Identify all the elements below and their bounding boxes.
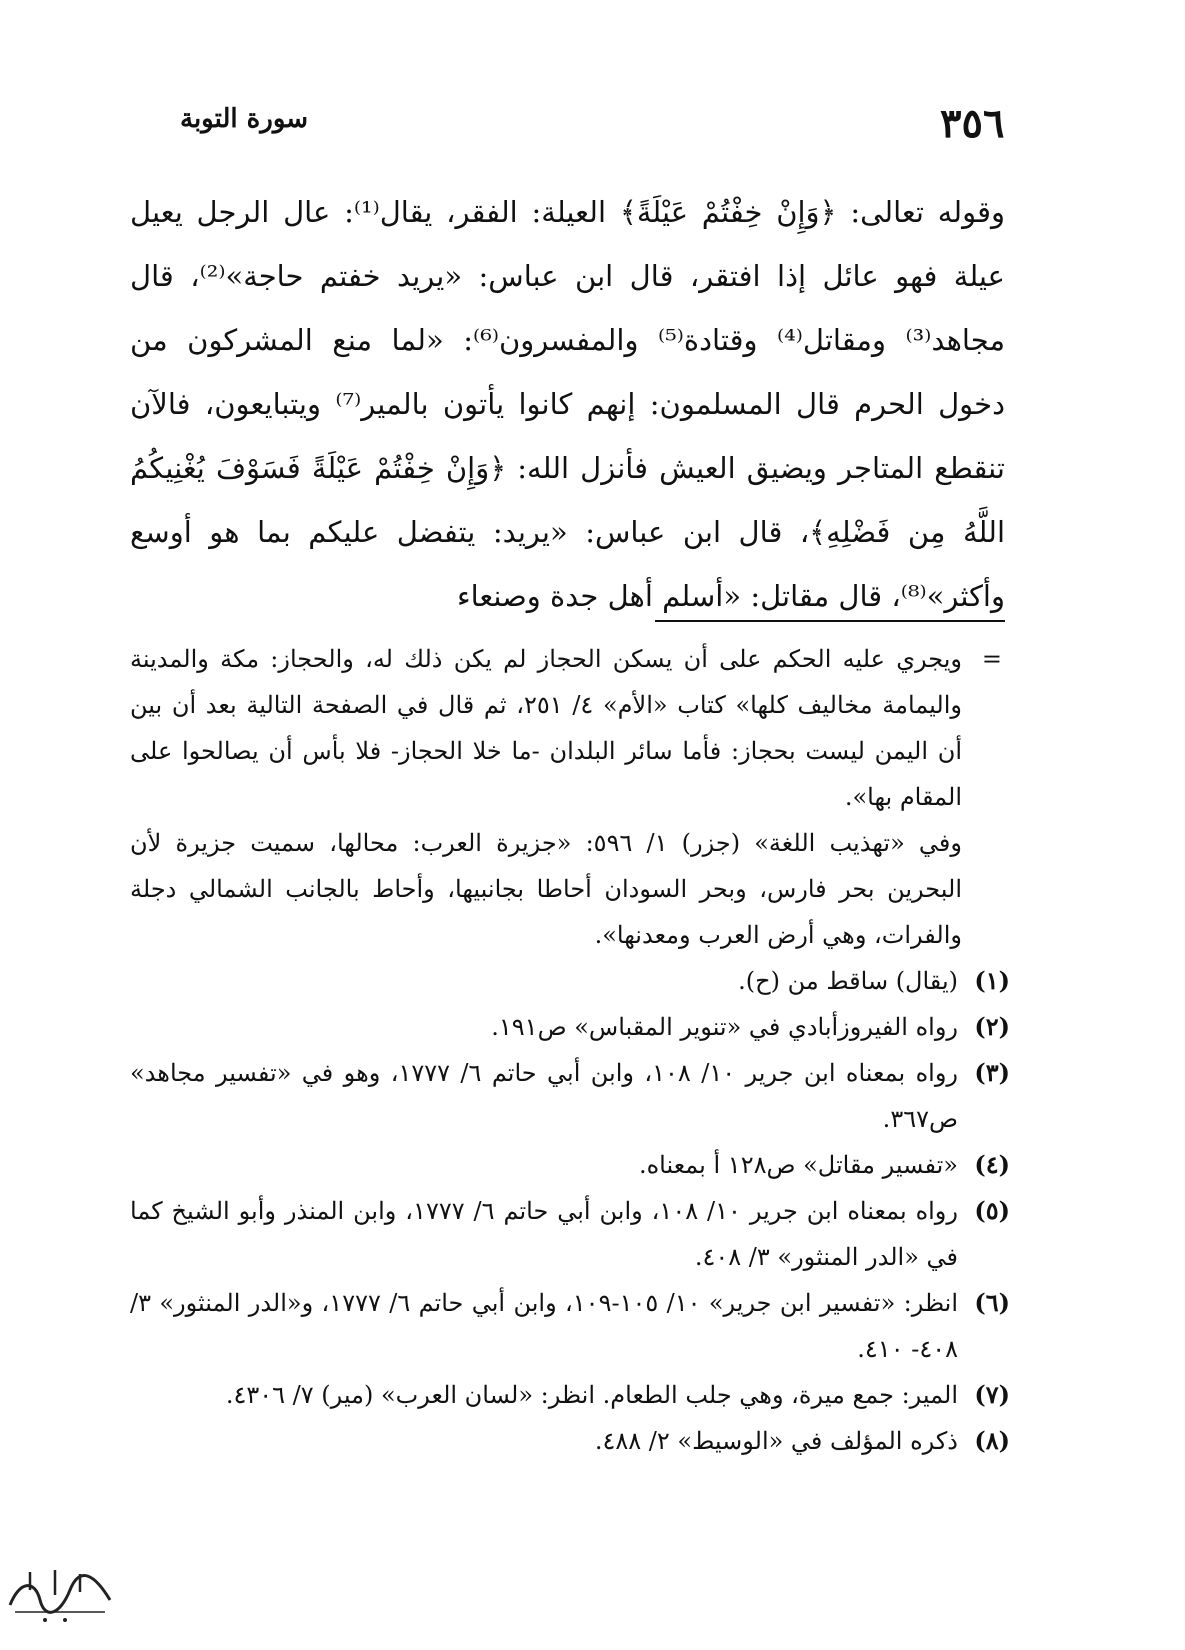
footnote-separator — [655, 620, 1005, 622]
continuation-marker: = — [981, 645, 1002, 673]
footnote-item — [130, 1280, 1010, 1372]
footnote-text: «تفسير مقاتل» ص١٢٨ أ بمعناه. — [638, 1151, 958, 1179]
footnote-text: المير: جمع ميرة، وهي جلب الطعام. انظر: «لسان العرب» (مير) ٧/ ٤٣٠٦. — [225, 1381, 958, 1409]
footnote-continuation — [130, 636, 1010, 820]
footnote-number: (٢) — [974, 1012, 1010, 1041]
footnotes-section — [130, 636, 1010, 1464]
page-header — [180, 100, 1010, 150]
footnote-number: (٥) — [974, 1196, 1010, 1225]
footnote-text: رواه بمعناه ابن جرير ١٠/ ١٠٨، وابن أبي حاتم ٦/ ١٧٧٧، وهو في «تفسير مجاهد» ص٣٦٧. — [130, 1059, 958, 1133]
surah-title: سورة التوبة — [180, 104, 309, 134]
footnote-item — [130, 1372, 1010, 1418]
footnote-item — [130, 1188, 1010, 1280]
footnote-number: (٧) — [974, 1380, 1010, 1409]
main-paragraph: وقوله تعالى: ﴿وَإِنْ خِفْتُمْ عَيْلَةً﴾ العيلة: الفقر، يقال⁽¹⁾: عال الرجل يعيل عيلة فهو عائل إذا افتقر، قال ابن عباس: «يريد خفتم حاجة»⁽²⁾، قال مجاهد⁽³⁾ ومقاتل⁽⁴⁾ وقتادة⁽⁵⁾ والمفسرون⁽⁶⁾: «لما منع المشركون من دخول الحرم قال المسلمون: إنهم كانوا يأتون بالمير⁽⁷⁾ ويتبايعون، فالآن تنقطع المتاجر ويضيق العيش فأنزل الله: ﴿وَإِنْ خِفْتُمْ عَيْلَةً فَسَوْفَ يُغْنِيكُمُ اللَّهُ مِن فَضْلِهِ﴾، قال ابن عباس: «يريد: يتفضل عليكم بما هو أوسع وأكثر»⁽⁸⁾، قال مقاتل: «أسلم أهل جدة وصنعاء — [130, 195, 1006, 613]
page-number: ٣٥٦ — [940, 100, 1005, 147]
footnote-number: (٤) — [974, 1150, 1010, 1179]
footnote-item — [130, 958, 1010, 1004]
footnote-continuation-text: ويجري عليه الحكم على أن يسكن الحجاز لم يكن ذلك له، والحجاز: مكة والمدينة واليمامة مخاليف كلها» كتاب «الأم» ٤/ ٢٥١، ثم قال في الصفحة التالية بعد أن بين أن اليمن ليست بحجاز: فأما سائر البلدان -ما خلا الحجاز- فلا بأس أن يصالحوا على المقام بها». — [130, 645, 962, 811]
footnote-number: (٦) — [974, 1288, 1010, 1317]
footnote-continuation-2: وفي «تهذيب اللغة» (جزر) ١/ ٥٩٦: «جزيرة العرب: محالها، سميت جزيرة لأن البحرين بحر فارس، وبحر السودان أحاطا بجانبيها، وأحاط بالجانب الشمالي دجلة والفرات، وهي أرض العرب ومعدنها». — [130, 829, 962, 949]
footnote-item — [130, 1050, 1010, 1142]
footnote-item — [130, 1142, 1010, 1188]
footnote-item — [130, 1004, 1010, 1050]
footnote-text: (يقال) ساقط من (ح). — [738, 967, 958, 995]
footnote-number: (٣) — [974, 1058, 1010, 1087]
footnote-text: انظر: «تفسير ابن جرير» ١٠/ ١٠٥-١٠٩، وابن أبي حاتم ٦/ ١٧٧٧، و«الدر المنثور» ٣/ ٤٠٨- ٤١٠. — [130, 1289, 958, 1363]
footnote-text: رواه بمعناه ابن جرير ١٠/ ١٠٨، وابن أبي حاتم ٦/ ١٧٧٧، وابن المنذر وأبو الشيخ كما في «الدر المنثور» ٣/ ٤٠٨. — [130, 1197, 958, 1271]
footnote-item — [130, 1418, 1010, 1464]
footnote-number: (١) — [974, 966, 1010, 995]
publisher-logo-icon — [0, 1560, 120, 1630]
main-body-text — [130, 180, 1005, 628]
footnote-text: ذكره المؤلف في «الوسيط» ٢/ ٤٨٨. — [594, 1427, 958, 1455]
footnote-number: (٨) — [974, 1426, 1010, 1455]
footnote-text: رواه الفيروزأبادي في «تنوير المقباس» ص١٩١. — [491, 1013, 958, 1041]
